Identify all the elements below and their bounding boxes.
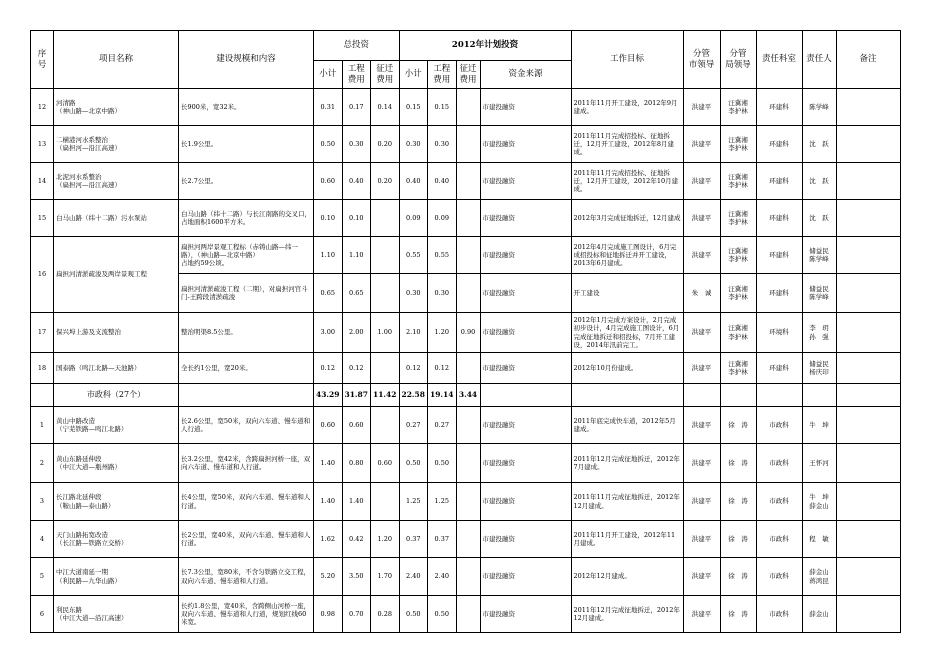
col-header-scope: 建设规模和内容 [179, 31, 314, 89]
col-header-dept: 责任科室 [756, 31, 802, 89]
note [836, 353, 900, 384]
plan-relocation-cost [456, 483, 480, 521]
city-leader: 朱 诚 [683, 274, 720, 313]
plan-relocation-cost [456, 558, 480, 596]
plan-relocation-cost [456, 163, 480, 200]
plan-eng-cost: 0.55 [428, 237, 457, 274]
project-scope: 长2.6公里，宽50米，双向六车道、慢车道和人行道。 [179, 407, 314, 444]
note [836, 483, 900, 521]
city-leader: 洪建平 [683, 444, 720, 483]
col-header-plan-subtotal: 小计 [399, 61, 428, 89]
responsible-person: 牛 坤 [802, 407, 836, 444]
total-relocation-cost [371, 483, 400, 521]
total-eng-cost: 0.70 [342, 596, 371, 633]
project-table [30, 30, 901, 633]
note [836, 163, 900, 200]
work-goal: 2011年11月完成招投标、征地拆迁，12月开工建设，2012年10月建成。 [571, 163, 683, 200]
responsible-dept: 环建科 [756, 126, 802, 163]
work-goal: 2012年10月份建成。 [571, 353, 683, 384]
work-goal: 2011年底完成快车道，2012年5月建成。 [571, 407, 683, 444]
total-subtotal: 1.40 [314, 444, 343, 483]
responsible-dept: 市政科 [756, 444, 802, 483]
city-leader: 洪建平 [683, 126, 720, 163]
total-subtotal: 0.60 [314, 407, 343, 444]
responsible-dept: 市政科 [756, 558, 802, 596]
section-label: 市政科（27个） [54, 384, 179, 407]
total-relocation-cost [371, 274, 400, 313]
responsible-dept: 环建科 [756, 163, 802, 200]
project-scope: 全长约1公里，宽20米。 [179, 353, 314, 384]
total-subtotal: 1.10 [314, 237, 343, 274]
total-subtotal: 1.62 [314, 521, 343, 558]
city-leader: 洪建平 [683, 407, 720, 444]
plan-relocation-cost [456, 237, 480, 274]
plan-relocation-cost: 3.44 [456, 384, 480, 407]
responsible-person: 李 玥 孙 强 [802, 313, 836, 353]
project-scope: 白马山路（纬十二路）与长江南路的交叉口，占地面积1600平方米。 [179, 200, 314, 237]
responsible-person: 牛 坤 薛金山 [802, 483, 836, 521]
total-eng-cost: 2.00 [342, 313, 371, 353]
total-relocation-cost: 11.42 [371, 384, 400, 407]
total-eng-cost: 0.42 [342, 521, 371, 558]
plan-eng-cost: 0.50 [428, 596, 457, 633]
plan-subtotal: 0.27 [399, 407, 428, 444]
project-name: 二横港河水系整治 （扁担河—沿江高速） [54, 126, 179, 163]
table-row [31, 596, 901, 633]
bureau-leader: 汪冀湘 李护林 [720, 200, 756, 237]
plan-eng-cost: 1.25 [428, 483, 457, 521]
plan-subtotal: 0.30 [399, 126, 428, 163]
responsible-person: 薛金山 [802, 596, 836, 633]
section-blank [720, 384, 756, 407]
col-header-2012-plan: 2012年计划投资 [399, 31, 571, 61]
project-name: 河清路 （神山路—北京中路） [54, 89, 179, 126]
work-goal: 2012年3月完成征地拆迁，12月建成 [571, 200, 683, 237]
total-subtotal: 0.50 [314, 126, 343, 163]
section-blank [179, 384, 314, 407]
work-goal: 2012年12月建成。 [571, 558, 683, 596]
col-header-note: 备注 [836, 31, 900, 89]
plan-eng-cost: 0.30 [428, 274, 457, 313]
total-eng-cost: 0.65 [342, 274, 371, 313]
responsible-dept: 市政科 [756, 407, 802, 444]
funding-source: 市建投融资 [480, 353, 571, 384]
section-blank [802, 384, 836, 407]
plan-subtotal: 2.40 [399, 558, 428, 596]
note [836, 89, 900, 126]
city-leader: 洪建平 [683, 89, 720, 126]
project-name: 天门山路拓宽改造 （长江路—铁路立交桥） [54, 521, 179, 558]
responsible-person: 程 敏 [802, 521, 836, 558]
bureau-leader: 徐 涛 [720, 407, 756, 444]
project-scope: 长7.3公里，宽80米，不含匀铁路立交工程，双向六车道、慢车道和人行道。 [179, 558, 314, 596]
responsible-person: 王怀河 [802, 444, 836, 483]
total-relocation-cost: 0.20 [371, 163, 400, 200]
city-leader: 洪建平 [683, 237, 720, 274]
table-row [31, 444, 901, 483]
work-goal: 2011年12月完成征地拆迁，2012年7月建成。 [571, 444, 683, 483]
table-row [31, 313, 901, 353]
funding-source: 市建投融资 [480, 126, 571, 163]
responsible-dept: 市政科 [756, 483, 802, 521]
plan-relocation-cost [456, 596, 480, 633]
plan-relocation-cost [456, 274, 480, 313]
funding-source: 市建投融资 [480, 558, 571, 596]
col-header-name: 项目名称 [54, 31, 179, 89]
city-leader: 洪建平 [683, 558, 720, 596]
total-subtotal: 0.60 [314, 163, 343, 200]
plan-relocation-cost [456, 200, 480, 237]
table-row [31, 237, 901, 274]
project-scope: 长4公里，宽50米，双向六车道、慢车道和人行道。 [179, 483, 314, 521]
funding-source: 市建投融资 [480, 163, 571, 200]
col-header-goal: 工作目标 [571, 31, 683, 89]
total-relocation-cost: 0.14 [371, 89, 400, 126]
note [836, 313, 900, 353]
bureau-leader: 汪冀湘 李护林 [720, 237, 756, 274]
col-header-city-leader: 分管 市领导 [683, 31, 720, 89]
city-leader: 洪建平 [683, 353, 720, 384]
project-scope: 扁担河两岸景观工程标（赤铸山路—纬一路），（神山路—北京中路） 占地约59公顷。 [179, 237, 314, 274]
table-row [31, 200, 901, 237]
section-blank [683, 384, 720, 407]
plan-subtotal: 0.50 [399, 444, 428, 483]
row-number: 15 [31, 200, 54, 237]
funding-source: 市建投融资 [480, 313, 571, 353]
note [836, 596, 900, 633]
plan-subtotal: 0.15 [399, 89, 428, 126]
plan-eng-cost: 0.50 [428, 444, 457, 483]
responsible-person: 储益民 杨庆印 [802, 353, 836, 384]
col-header-total-relocation: 征迁 费用 [371, 61, 400, 89]
total-relocation-cost: 0.20 [371, 126, 400, 163]
table-row [31, 521, 901, 558]
total-eng-cost: 3.50 [342, 558, 371, 596]
bureau-leader: 徐 涛 [720, 483, 756, 521]
note [836, 407, 900, 444]
total-relocation-cost [371, 353, 400, 384]
project-scope: 长2公里，宽40米，双向六车道、慢车道和人行道。 [179, 521, 314, 558]
row-number: 17 [31, 313, 54, 353]
note [836, 521, 900, 558]
table-row [31, 126, 901, 163]
col-header-plan-relocation: 征迁 费用 [456, 61, 480, 89]
total-subtotal: 0.98 [314, 596, 343, 633]
responsible-dept: 环建科 [756, 200, 802, 237]
responsible-person: 沈 跃 [802, 163, 836, 200]
section-subtotal-row [31, 384, 901, 407]
plan-relocation-cost [456, 126, 480, 163]
project-scope: 长900米，宽32米。 [179, 89, 314, 126]
col-header-person: 责任人 [802, 31, 836, 89]
table-row [31, 353, 901, 384]
bureau-leader: 徐 涛 [720, 558, 756, 596]
plan-subtotal: 0.55 [399, 237, 428, 274]
total-subtotal: 1.40 [314, 483, 343, 521]
note [836, 237, 900, 274]
plan-relocation-cost [456, 444, 480, 483]
city-leader: 洪建平 [683, 313, 720, 353]
funding-source: 市建投融资 [480, 407, 571, 444]
total-relocation-cost: 0.28 [371, 596, 400, 633]
total-relocation-cost: 1.20 [371, 521, 400, 558]
table-row [31, 483, 901, 521]
total-eng-cost: 1.10 [342, 237, 371, 274]
total-subtotal: 5.20 [314, 558, 343, 596]
total-eng-cost: 0.10 [342, 200, 371, 237]
plan-subtotal: 0.37 [399, 521, 428, 558]
section-blank [480, 384, 571, 407]
project-name: 黄山东路延伸段 （中江大道—瓶州路） [54, 444, 179, 483]
funding-source: 市建投融资 [480, 274, 571, 313]
total-eng-cost: 0.80 [342, 444, 371, 483]
row-number: 5 [31, 558, 54, 596]
plan-subtotal: 1.25 [399, 483, 428, 521]
table-row [31, 89, 901, 126]
plan-eng-cost: 0.09 [428, 200, 457, 237]
bureau-leader: 徐 涛 [720, 596, 756, 633]
project-scope: 扁担河清淤疏浚工程（二期），对扁担河官斗门-王跨段清淤疏浚 [179, 274, 314, 313]
project-name: 国泰路（鸣江北路—天池路） [54, 353, 179, 384]
plan-relocation-cost [456, 407, 480, 444]
project-name: 黄山中路改造 （宁芜铁路—鸣江北路） [54, 407, 179, 444]
section-blank [31, 384, 54, 407]
table-row [31, 407, 901, 444]
col-header-seq: 序 号 [31, 31, 54, 89]
note [836, 200, 900, 237]
row-number: 13 [31, 126, 54, 163]
bureau-leader: 汪冀湘 李护林 [720, 126, 756, 163]
responsible-person: 陈学峰 [802, 89, 836, 126]
total-eng-cost: 0.30 [342, 126, 371, 163]
project-name: 中江大道南延一期 （利民路—九华山路） [54, 558, 179, 596]
responsible-person: 沈 跃 [802, 126, 836, 163]
bureau-leader: 徐 涛 [720, 521, 756, 558]
note [836, 444, 900, 483]
plan-subtotal: 0.40 [399, 163, 428, 200]
funding-source: 市建投融资 [480, 237, 571, 274]
row-number: 3 [31, 483, 54, 521]
project-name: 扁担河清淤疏浚及两岸景观工程 [54, 237, 179, 313]
city-leader: 洪建平 [683, 200, 720, 237]
responsible-dept: 市政科 [756, 521, 802, 558]
plan-subtotal: 22.58 [399, 384, 428, 407]
total-relocation-cost [371, 407, 400, 444]
total-eng-cost: 0.12 [342, 353, 371, 384]
responsible-person: 储益民 陈学峰 [802, 274, 836, 313]
project-name: 保兴埠上游及支流整治 [54, 313, 179, 353]
total-eng-cost: 31.87 [342, 384, 371, 407]
bureau-leader: 汪冀湘 李护林 [720, 353, 756, 384]
plan-relocation-cost [456, 521, 480, 558]
plan-eng-cost: 0.37 [428, 521, 457, 558]
plan-relocation-cost [456, 353, 480, 384]
plan-subtotal: 0.30 [399, 274, 428, 313]
work-goal: 2011年11月完成征地拆迁，2012年12月建成。 [571, 483, 683, 521]
row-number: 1 [31, 407, 54, 444]
col-header-total-eng: 工程 费用 [342, 61, 371, 89]
responsible-person: 储益民 陈学峰 [802, 237, 836, 274]
funding-source: 市建投融资 [480, 444, 571, 483]
responsible-dept: 环境科 [756, 313, 802, 353]
responsible-dept: 环建科 [756, 274, 802, 313]
section-blank [756, 384, 802, 407]
project-scope: 长3.2公里，宽42米，含跨扁担河桥一座，双向六车道、慢车道和人行道。 [179, 444, 314, 483]
project-name: 北泥河水系整治 （扁担河—沿江高速） [54, 163, 179, 200]
row-number: 14 [31, 163, 54, 200]
city-leader: 洪建平 [683, 483, 720, 521]
total-subtotal: 0.10 [314, 200, 343, 237]
row-number: 12 [31, 89, 54, 126]
total-relocation-cost [371, 200, 400, 237]
work-goal: 开工建设 [571, 274, 683, 313]
city-leader: 洪建平 [683, 521, 720, 558]
project-name: 利民东路 （中江大道—沿江高速） [54, 596, 179, 633]
work-goal: 2012年4月完成施工图设计，6月完成招投标和征地拆迁并开工建设，2013年6月建成。 [571, 237, 683, 274]
project-name: 白马山路（纬十二路）污水泵站 [54, 200, 179, 237]
responsible-dept: 环建科 [756, 89, 802, 126]
row-number: 2 [31, 444, 54, 483]
total-subtotal: 43.29 [314, 384, 343, 407]
plan-relocation-cost [456, 89, 480, 126]
total-relocation-cost: 1.70 [371, 558, 400, 596]
row-number: 4 [31, 521, 54, 558]
project-scope: 整治明渠8.5公里。 [179, 313, 314, 353]
project-scope: 长2.7公里。 [179, 163, 314, 200]
work-goal: 2012年1月完成方案设计，2月完成初步设计，4月完成施工图设计，6月完成征地拆迁和招投标，7月开工建设，2014年汛前完工。 [571, 313, 683, 353]
row-number: 18 [31, 353, 54, 384]
work-goal: 2011年11月开工建设，2012年11月建成。 [571, 521, 683, 558]
plan-eng-cost: 0.12 [428, 353, 457, 384]
total-relocation-cost: 1.00 [371, 313, 400, 353]
total-eng-cost: 0.17 [342, 89, 371, 126]
total-eng-cost: 1.40 [342, 483, 371, 521]
plan-eng-cost: 0.40 [428, 163, 457, 200]
work-goal: 2011年11月开工建设，2012年9月建成。 [571, 89, 683, 126]
city-leader: 洪建平 [683, 596, 720, 633]
plan-subtotal: 0.12 [399, 353, 428, 384]
table-row [31, 558, 901, 596]
responsible-dept: 市政科 [756, 596, 802, 633]
project-scope: 长1.9公里。 [179, 126, 314, 163]
col-header-bureau-leader: 分管 局领导 [720, 31, 756, 89]
total-eng-cost: 0.40 [342, 163, 371, 200]
row-number: 16 [31, 237, 54, 313]
bureau-leader: 汪冀湘 李护林 [720, 89, 756, 126]
total-eng-cost: 0.60 [342, 407, 371, 444]
city-leader: 洪建平 [683, 163, 720, 200]
plan-relocation-cost: 0.90 [456, 313, 480, 353]
col-header-funding: 资金来源 [480, 61, 571, 89]
funding-source: 市建投融资 [480, 89, 571, 126]
table-row [31, 163, 901, 200]
plan-subtotal: 0.09 [399, 200, 428, 237]
responsible-dept: 环建科 [756, 237, 802, 274]
responsible-dept: 环建科 [756, 353, 802, 384]
responsible-person: 沈 跃 [802, 200, 836, 237]
section-blank [571, 384, 683, 407]
funding-source: 市建投融资 [480, 596, 571, 633]
col-header-total-subtotal: 小计 [314, 61, 343, 89]
plan-eng-cost: 0.30 [428, 126, 457, 163]
note [836, 274, 900, 313]
plan-eng-cost: 19.14 [428, 384, 457, 407]
plan-subtotal: 0.50 [399, 596, 428, 633]
responsible-person: 薛金山 蒋鸿昆 [802, 558, 836, 596]
project-scope: 长约1.8公里，宽40米，含跨侧山河桥一座，双向六车道、慢车道和人行道，规划红线60米宽。 [179, 596, 314, 633]
col-header-plan-eng: 工程 费用 [428, 61, 457, 89]
col-header-total-invest: 总投资 [314, 31, 400, 61]
bureau-leader: 汪冀湘 李护林 [720, 163, 756, 200]
row-number: 6 [31, 596, 54, 633]
plan-subtotal: 2.10 [399, 313, 428, 353]
section-blank [836, 384, 900, 407]
note [836, 558, 900, 596]
investment-plan-sheet [30, 30, 901, 633]
total-subtotal: 3.00 [314, 313, 343, 353]
funding-source: 市建投融资 [480, 483, 571, 521]
bureau-leader: 徐 涛 [720, 444, 756, 483]
work-goal: 2011年11月完成招投标、征地拆迁，12月开工建设，2012年8月建成。 [571, 126, 683, 163]
note [836, 126, 900, 163]
total-subtotal: 0.12 [314, 353, 343, 384]
plan-eng-cost: 0.27 [428, 407, 457, 444]
funding-source: 市建投融资 [480, 521, 571, 558]
plan-eng-cost: 1.20 [428, 313, 457, 353]
bureau-leader: 汪冀湘 李护林 [720, 313, 756, 353]
funding-source: 市建投融资 [480, 200, 571, 237]
plan-eng-cost: 0.15 [428, 89, 457, 126]
bureau-leader: 汪冀湘 李护林 [720, 274, 756, 313]
project-name: 长江路北延伸段 （鞍山路—泰山路） [54, 483, 179, 521]
total-subtotal: 0.31 [314, 89, 343, 126]
total-subtotal: 0.65 [314, 274, 343, 313]
work-goal: 2011年12月完成征地拆迁，2012年12月建成。 [571, 596, 683, 633]
total-relocation-cost [371, 237, 400, 274]
plan-eng-cost: 2.40 [428, 558, 457, 596]
total-relocation-cost: 0.60 [371, 444, 400, 483]
